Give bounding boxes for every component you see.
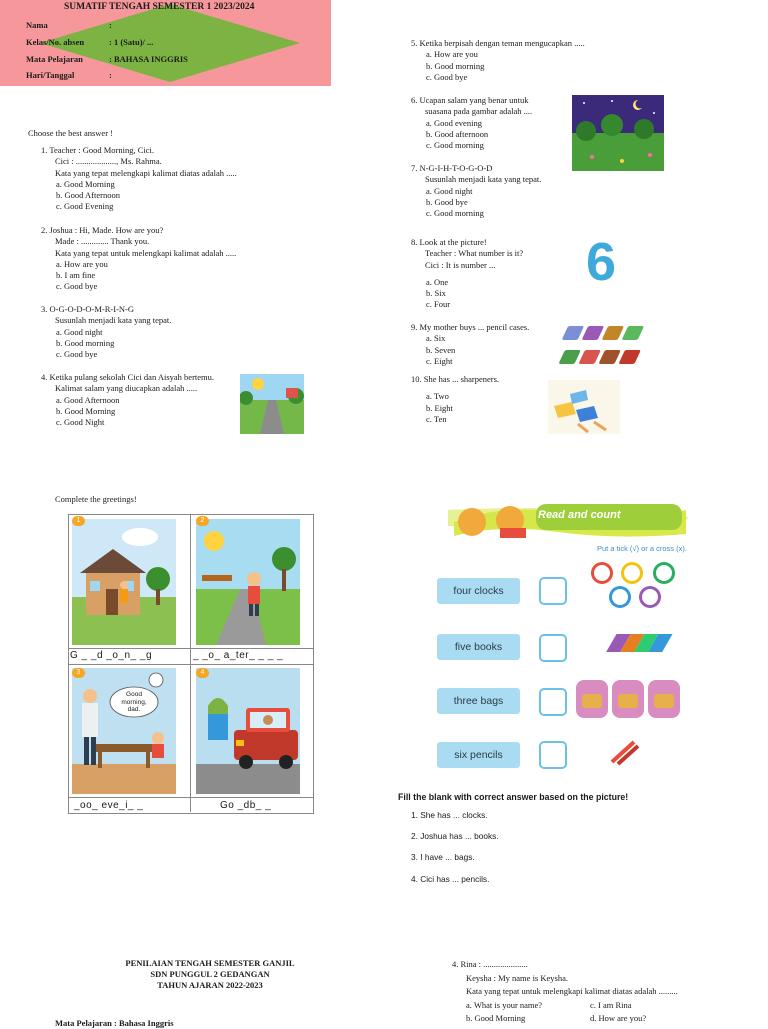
- big-number-six: 6: [586, 232, 617, 292]
- sharpeners-image: [548, 380, 620, 434]
- option-b[interactable]: b. Good Afternoon: [56, 190, 120, 201]
- greeting-blank-4: Go _db_ _: [220, 800, 272, 811]
- question-line: Teacher : What number is it?: [425, 248, 524, 259]
- header-value-class: : 1 (Satu)/ ...: [109, 37, 154, 47]
- option-b[interactable]: b. Six: [426, 288, 446, 299]
- question-line: 8. Look at the picture!: [411, 237, 487, 247]
- header-label-date: Hari/Tanggal: [26, 70, 75, 80]
- boy-road-scene-image: [196, 519, 300, 645]
- option-c[interactable]: c. Good morning: [426, 140, 484, 151]
- question-2: [41, 225, 236, 293]
- question-line: 9. My mother buys ... pencil cases.: [411, 322, 530, 332]
- item-six-pencils: six pencils: [437, 742, 520, 768]
- question-9: [411, 322, 529, 367]
- question-10: [411, 374, 499, 425]
- fill-blank-item: 1. She has ... clocks.: [411, 810, 488, 820]
- question-line: Susunlah menjadi kata yang tepat.: [425, 174, 542, 185]
- header-label-class: Kelas/No. absen: [26, 37, 85, 47]
- header-box: [0, 0, 331, 86]
- item-five-books: five books: [437, 634, 520, 660]
- question-line: 4. Rina : .....................: [452, 959, 528, 969]
- question-5: [411, 38, 585, 83]
- indoor-scene-image: [72, 668, 176, 794]
- option-c[interactable]: c. Good bye: [56, 281, 98, 292]
- question-line: Keysha : My name is Keysha.: [466, 972, 568, 983]
- item-four-clocks: four clocks: [437, 578, 520, 604]
- question-line: 7. N-G-I-H-T-O-G-O-D: [411, 163, 493, 173]
- option-c[interactable]: c. Four: [426, 299, 451, 310]
- question-6: [411, 95, 532, 151]
- fill-blank-item: 2. Joshua has ... books.: [411, 831, 499, 841]
- fill-blank-item: 3. I have ... bags.: [411, 852, 475, 862]
- cell-number: 3: [72, 668, 85, 678]
- cell-number: 4: [196, 668, 209, 678]
- house-scene-image: [72, 519, 176, 645]
- option-a[interactable]: a. Six: [426, 333, 446, 344]
- title-line: TAHUN AJARAN 2022-2023: [157, 980, 263, 990]
- question-line: Cici : ..................., Ms. Rahma.: [55, 156, 162, 167]
- option-row: [452, 1012, 678, 1026]
- greeting-blank-1: G _ _d _o_n_ _g: [70, 650, 153, 661]
- option-a[interactable]: a. Good evening: [426, 117, 482, 128]
- option-c[interactable]: c. Good Evening: [56, 201, 114, 212]
- option-c[interactable]: c. I am Rina: [590, 999, 632, 1010]
- item-three-bags: three bags: [437, 688, 520, 714]
- tick-box-clocks[interactable]: [539, 577, 567, 605]
- option-b[interactable]: b. Good bye: [426, 196, 468, 207]
- second-page-question-4: [452, 958, 678, 1026]
- second-page-title: [110, 958, 310, 991]
- question-line: suasana pada gambar adalah ....: [425, 106, 533, 117]
- instruction-text: Choose the best answer !: [28, 128, 113, 138]
- question-line: 4. Ketika pulang sekolah Cici dan Aisyah bertemu.: [41, 372, 215, 382]
- option-a[interactable]: a. Good night: [56, 326, 103, 337]
- option-b[interactable]: b. Good Morning: [466, 1013, 526, 1023]
- option-c[interactable]: c. Eight: [426, 355, 453, 366]
- question-line: Kata yang tepat melengkapi kalimat diatas adalah .....: [55, 167, 237, 178]
- option-b[interactable]: b. I am fine: [56, 270, 96, 281]
- header-label-subject: Mata Pelajaran: [26, 54, 83, 64]
- option-b[interactable]: b. Good morning: [426, 60, 485, 71]
- road-scene-image: [240, 374, 304, 434]
- question-line: 3. O-G-O-D-O-M-R-I-N-G: [41, 304, 135, 314]
- option-a[interactable]: a. Good Afternoon: [56, 394, 120, 405]
- greeting-blank-3: _oo_ eve_i_ _: [74, 800, 144, 811]
- question-8: [411, 237, 523, 311]
- option-d[interactable]: d. How are you?: [590, 1013, 647, 1023]
- option-b[interactable]: b. Good afternoon: [426, 128, 489, 139]
- option-b[interactable]: b. Eight: [426, 402, 453, 413]
- car-scene-image: [196, 668, 300, 794]
- option-a[interactable]: a. Two: [426, 391, 449, 402]
- question-line: Susunlah menjadi kata yang tepat.: [55, 315, 172, 326]
- question-3: [41, 304, 171, 360]
- header-value-name: :: [109, 20, 112, 30]
- header-value-date: :: [109, 70, 112, 80]
- option-c[interactable]: c. Good Night: [56, 417, 105, 428]
- option-a[interactable]: a. How are you: [426, 49, 478, 60]
- greeting-blank-2: _ _o_ a_ter_ _ _ _: [193, 650, 284, 661]
- pencil-cases-image: [556, 322, 648, 372]
- speech-bubble-text: Good morning, dad.: [121, 691, 147, 713]
- fill-blank-item: 4. Cici has ... pencils.: [411, 874, 490, 884]
- night-garden-image: [572, 95, 664, 171]
- header-label-name: Nama: [26, 20, 48, 30]
- question-4: [41, 372, 214, 428]
- question-line: 1. Teacher : Good Morning, Cici.: [41, 145, 155, 155]
- option-a[interactable]: a. What is your name?: [466, 999, 543, 1010]
- question-line: Kata yang tepat untuk melengkapi kalimat diatas adalah .........: [466, 986, 678, 996]
- cell-number: 2: [196, 516, 209, 526]
- header-title: SUMATIF TENGAH SEMESTER 1 2023/2024: [64, 2, 255, 12]
- question-1: [41, 145, 237, 213]
- pencils-image: [608, 738, 642, 766]
- question-line: Cici : It is number ...: [425, 259, 496, 270]
- tick-box-bags[interactable]: [539, 688, 567, 716]
- question-line: Kata yang tepat untuk melengkapi kalimat adalah .....: [55, 247, 237, 258]
- subject-line: Mata Pelajaran : Bahasa Inggris: [55, 1018, 174, 1028]
- option-c[interactable]: c. Ten: [426, 413, 447, 424]
- question-line: 5. Ketika berpisah dengan teman mengucapkan .....: [411, 38, 585, 48]
- bags-image: [574, 672, 682, 720]
- option-c[interactable]: c. Good bye: [426, 71, 468, 82]
- option-b[interactable]: b. Good morning: [56, 337, 115, 348]
- read-count-instruction: Put a tick (√) or a cross (x).: [597, 544, 687, 553]
- question-line: 2. Joshua : Hi, Made. How are you?: [41, 225, 164, 235]
- fill-blank-title: Fill the blank with correct answer based on the picture!: [398, 792, 629, 802]
- cell-number: 1: [72, 516, 85, 526]
- clocks-image: [586, 560, 682, 612]
- title-line: SDN PUNGGUL 2 GEDANGAN: [150, 969, 270, 979]
- option-c[interactable]: c. Good morning: [426, 208, 484, 219]
- option-b[interactable]: b. Good Morning: [56, 405, 116, 416]
- read-count-banner-art: [448, 500, 688, 544]
- question-7: [411, 163, 541, 219]
- question-line: Kalimat salam yang diucapkan adalah .....: [55, 383, 198, 394]
- books-image: [600, 628, 678, 658]
- option-b[interactable]: b. Seven: [426, 344, 456, 355]
- greetings-title: Complete the greetings!: [55, 494, 137, 504]
- question-line: Made : ............. Thank you.: [55, 236, 150, 247]
- option-row: [452, 999, 678, 1013]
- question-line: 10. She has ... sharpeners.: [411, 374, 500, 384]
- header-value-subject: : BAHASA INGGRIS: [109, 54, 188, 64]
- option-a[interactable]: a. Good Morning: [56, 178, 115, 189]
- title-line: PENILAIAN TENGAH SEMESTER GANJIL: [125, 958, 295, 968]
- option-a[interactable]: a. How are you: [56, 258, 108, 269]
- option-c[interactable]: c. Good bye: [56, 349, 98, 360]
- tick-box-pencils[interactable]: [539, 741, 567, 769]
- option-a[interactable]: a. One: [426, 276, 449, 287]
- option-a[interactable]: a. Good night: [426, 185, 473, 196]
- tick-box-books[interactable]: [539, 634, 567, 662]
- question-line: 6. Ucapan salam yang benar untuk: [411, 95, 529, 105]
- read-count-title: Read and count: [538, 509, 621, 521]
